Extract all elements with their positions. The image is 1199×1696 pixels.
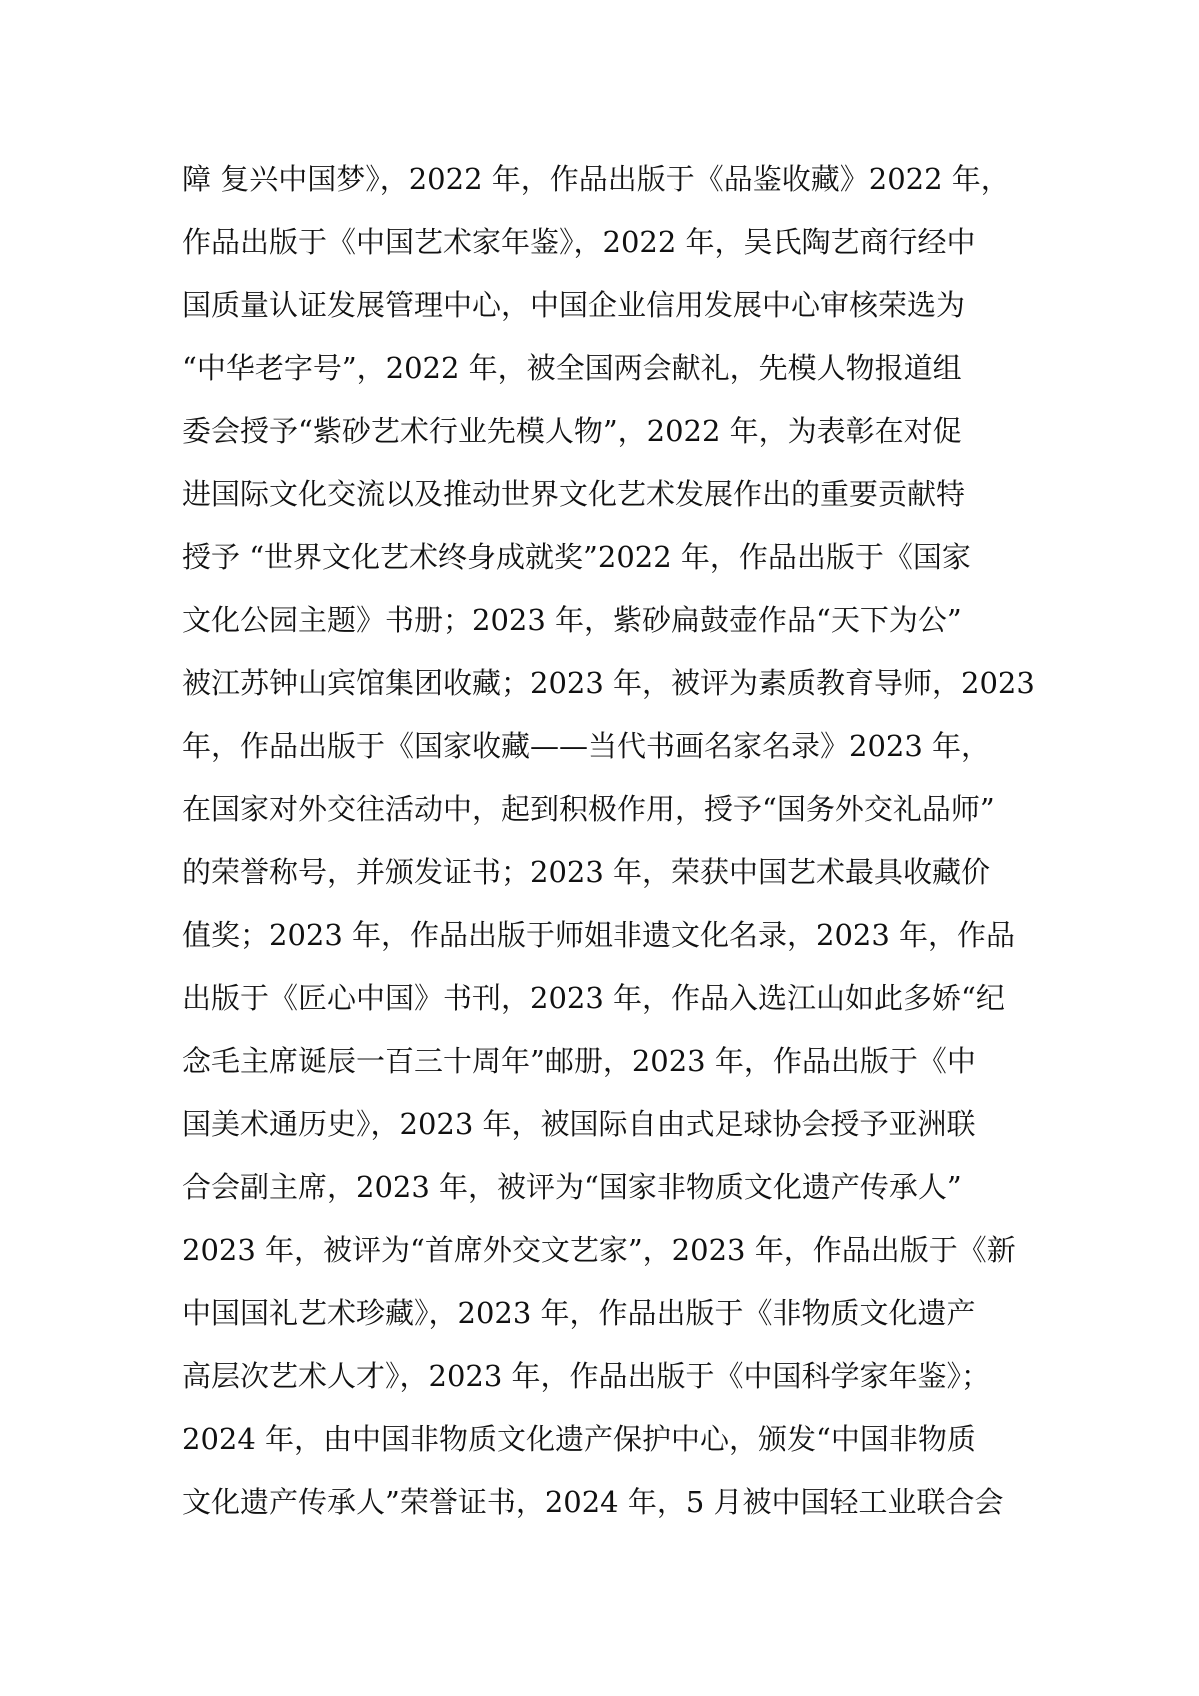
text-line-14: 出版于《匠心中国》书刊，2023 年，作品入选江山如此多娇“纪 xyxy=(182,981,1005,1015)
text-line-9: 被江苏钟山宾馆集团收藏；2023 年，被评为素质教育导师，2023 xyxy=(182,666,1035,700)
text-line-10: 年，作品出版于《国家收藏——当代书画名家名录》2023 年， xyxy=(182,729,991,763)
text-line-16: 国美术通历史》，2023 年，被国际自由式足球协会授予亚洲联 xyxy=(182,1107,976,1141)
text-line-15: 念毛主席诞辰一百三十周年”邮册，2023 年，作品出版于《中 xyxy=(182,1044,976,1078)
text-line-6: 进国际文化交流以及推动世界文化艺术发展作出的重要贡献特 xyxy=(182,477,966,511)
text-line-3: 国质量认证发展管理中心，中国企业信用发展中心审核荣选为 xyxy=(182,288,966,322)
text-line-17: 合会副主席，2023 年，被评为“国家非物质文化遗产传承人” xyxy=(182,1170,962,1204)
text-line-19: 中国国礼艺术珍藏》，2023 年，作品出版于《非物质文化遗产 xyxy=(182,1296,976,1330)
text-line-18: 2023 年，被评为“首席外交文艺家”，2023 年，作品出版于《新 xyxy=(182,1233,1016,1267)
text-line-21: 2024 年，由中国非物质文化遗产保护中心，颁发“中国非物质 xyxy=(182,1422,976,1456)
body-paragraph xyxy=(182,148,1042,1534)
text-line-13: 值奖；2023 年，作品出版于师姐非遗文化名录，2023 年，作品 xyxy=(182,918,1016,952)
text-line-11: 在国家对外交往活动中，起到积极作用，授予“国务外交礼品师” xyxy=(182,792,995,826)
text-line-7: 授予 “世界文化艺术终身成就奖”2022 年，作品出版于《国家 xyxy=(182,540,971,574)
text-line-8: 文化公园主题》书册；2023 年，紫砂扁鼓壶作品“天下为公” xyxy=(182,603,962,637)
text-line-20: 高层次艺术人才》，2023 年，作品出版于《中国科学家年鉴》； xyxy=(182,1359,991,1393)
text-line-1: 障 复兴中国梦》，2022 年，作品出版于《品鉴收藏》2022 年， xyxy=(182,162,1010,196)
text-line-12: 的荣誉称号，并颁发证书；2023 年，荣获中国艺术最具收藏价 xyxy=(182,855,991,889)
text-line-4: “中华老字号”，2022 年，被全国两会献礼，先模人物报道组 xyxy=(182,351,962,385)
text-line-2: 作品出版于《中国艺术家年鉴》，2022 年，吴氏陶艺商行经中 xyxy=(182,225,976,259)
text-line-22: 文化遗产传承人”荣誉证书，2024 年，5 月被中国轻工业联合会 xyxy=(182,1485,1004,1519)
text-line-5: 委会授予“紫砂艺术行业先模人物”，2022 年，为表彰在对促 xyxy=(182,414,962,448)
